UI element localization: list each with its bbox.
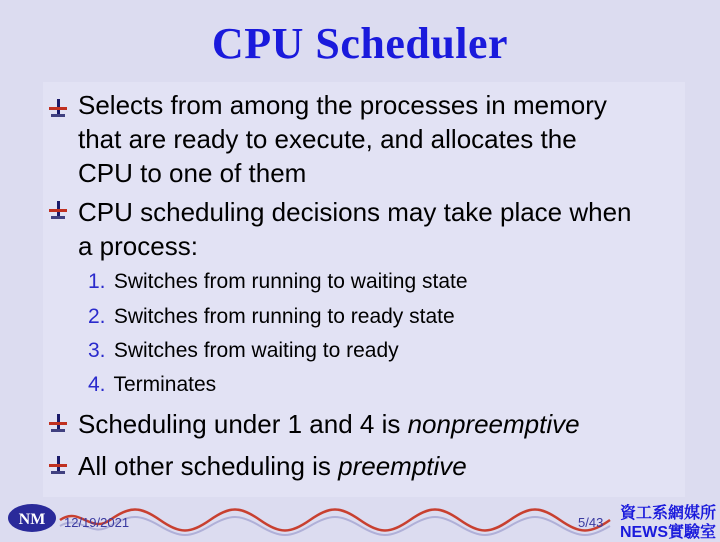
stick-bullet-icon — [48, 413, 68, 435]
bullet-2-line-1: CPU scheduling decisions may take place when — [78, 197, 632, 227]
bullet-4-emphasis: preemptive — [338, 451, 467, 481]
svg-text:NM: NM — [18, 511, 46, 528]
bullet-4-plain: All other scheduling is — [78, 451, 339, 481]
stick-bullet-icon — [48, 200, 68, 222]
subitem-2 — [88, 305, 455, 329]
bullet-1-line-3: CPU to one of them — [78, 158, 307, 188]
subitem-number: 3. — [88, 339, 106, 362]
subitem-text: Switches from running to waiting state — [113, 270, 468, 293]
stick-bullet-icon — [48, 455, 68, 477]
subitem-number: 1. — [88, 270, 106, 293]
subitem-1 — [88, 270, 468, 294]
subitem-text: Switches from running to ready state — [113, 305, 455, 328]
bullet-1-text — [78, 88, 607, 190]
slide-title: CPU Scheduler — [211, 19, 509, 68]
bullet-2-line-2: a process: — [78, 231, 198, 261]
footer-date: 12/19/2021 — [64, 515, 130, 530]
bullet-1-line-1: Selects from among the processes in memory — [78, 90, 607, 120]
lab-logo-icon — [4, 500, 60, 538]
subitem-number: 4. — [88, 373, 106, 396]
subitem-number: 2. — [88, 305, 106, 328]
footer-org-line-1: 資工系網媒所 — [619, 505, 716, 522]
bullet-1-line-2: that are ready to execute, and allocates the — [78, 124, 577, 154]
footer-page-number: 5/43 — [578, 515, 604, 530]
bullet-3-plain: Scheduling under 1 and 4 is — [78, 409, 408, 439]
bullet-2-text — [78, 195, 632, 263]
subitem-4 — [88, 373, 216, 397]
subitem-text: Switches from waiting to ready — [113, 339, 399, 362]
footer-org-line-2: NEWS實驗室 — [619, 524, 716, 541]
bullet-4-text — [78, 449, 467, 483]
subitem-text: Terminates — [113, 373, 217, 396]
bullet-3-text — [78, 407, 580, 441]
bullet-3-emphasis: nonpreemptive — [407, 409, 580, 439]
stick-bullet-icon — [48, 98, 68, 120]
subitem-3 — [88, 339, 399, 363]
